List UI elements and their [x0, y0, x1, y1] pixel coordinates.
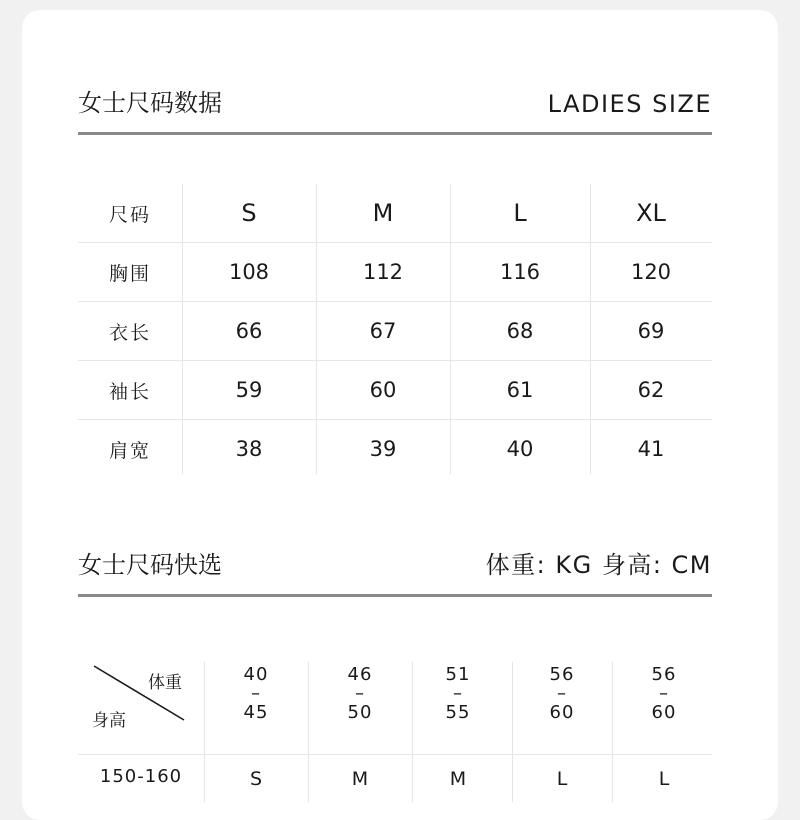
header-cell: S: [241, 199, 257, 227]
table-cell: 67: [369, 319, 397, 343]
table-row: [78, 243, 712, 302]
table-row: [78, 420, 712, 478]
weight-to: 60: [651, 702, 677, 723]
weight-from: 56: [549, 664, 575, 685]
table-cell: 60: [369, 378, 397, 402]
row-label: 肩宽: [108, 439, 151, 462]
table-cell: 59: [235, 378, 263, 402]
quick-pick-title: 女士尺码快选: [78, 551, 222, 579]
weight-sep: –: [557, 683, 567, 704]
row-divider: [78, 754, 712, 755]
weight-from: 40: [243, 664, 269, 685]
size-result: L: [658, 768, 670, 790]
size-table: [78, 184, 712, 478]
header-cell: M: [372, 199, 394, 227]
weight-to: 55: [445, 702, 471, 723]
size-result: L: [556, 768, 568, 790]
weight-to: 45: [243, 702, 269, 723]
table-row: [78, 302, 712, 361]
header-cell: L: [513, 199, 527, 227]
table-cell: 38: [235, 437, 263, 461]
units-label: 体重: KG 身高: CM: [485, 551, 712, 579]
table-cell: 40: [506, 437, 534, 461]
corner-weight-label: 体重: [148, 673, 182, 693]
weight-sep: –: [453, 683, 463, 704]
row-label: 袖长: [108, 380, 151, 403]
weight-sep: –: [659, 683, 669, 704]
height-range: 150-160: [99, 766, 183, 787]
table-cell: 61: [506, 378, 534, 402]
header-cell: XL: [636, 199, 666, 227]
ladies-size-title-en: LADIES SIZE: [547, 90, 712, 118]
table-cell: 62: [637, 378, 665, 402]
table-cell: 112: [362, 260, 404, 284]
size-result: M: [351, 768, 369, 790]
size-result: S: [249, 768, 263, 790]
ladies-size-header: [78, 89, 712, 135]
weight-from: 46: [347, 664, 373, 685]
table-cell: 41: [637, 437, 665, 461]
corner-height-label: 身高: [92, 711, 126, 731]
weight-range: [308, 666, 412, 723]
table-cell: 66: [235, 319, 263, 343]
weight-range: [406, 666, 510, 723]
table-cell: 69: [637, 319, 665, 343]
weight-to: 60: [549, 702, 575, 723]
quick-pick-table: [78, 662, 712, 802]
weight-range: [510, 666, 614, 723]
header-cell-size: 尺码: [108, 203, 151, 226]
row-label: 胸围: [108, 262, 151, 285]
table-cell: 116: [499, 260, 541, 284]
ladies-size-title: 女士尺码数据: [78, 89, 222, 117]
size-result: M: [449, 768, 467, 790]
weight-sep: –: [251, 683, 261, 704]
quick-pick-header: [78, 551, 712, 597]
table-cell: 120: [630, 260, 672, 284]
weight-range: [204, 666, 308, 723]
weight-from: 51: [445, 664, 471, 685]
table-header-row: [78, 184, 712, 243]
table-cell: 108: [228, 260, 270, 284]
weight-to: 50: [347, 702, 373, 723]
weight-sep: –: [355, 683, 365, 704]
weight-range: [612, 666, 716, 723]
row-label: 衣长: [108, 321, 151, 344]
weight-from: 56: [651, 664, 677, 685]
table-cell: 39: [369, 437, 397, 461]
table-cell: 68: [506, 319, 534, 343]
table-row: [78, 361, 712, 420]
